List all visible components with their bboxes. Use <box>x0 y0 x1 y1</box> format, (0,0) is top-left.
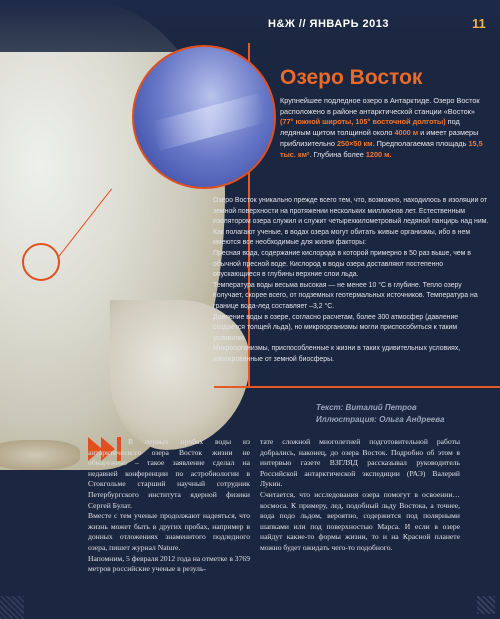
intro-highlight: (77° южной широты, 105° восточной долготы) <box>280 117 446 127</box>
body-paragraph: Вместе с тем ученые продолжают надеяться, что жизнь может быть в других пробах, например в донных отложениях знаменитого подледного озера, пишет журнал Nature. <box>88 511 250 552</box>
body-paragraph: тате сложной многолетней подготовительной работы добрались, наконец, до озера Восток. Подробно об этом в интервью газете ВЗГЛЯД рассказывал руководитель Российской антарктической экспедиции (РАЭ) Валерий Лукин. <box>260 437 460 489</box>
decorative-corner-left <box>0 596 24 619</box>
details-paragraph: Микроорганизмы, приспособленные к жизни в таких удивительных условиях, изолированные от земной биосферы. <box>213 345 461 363</box>
details-paragraph: Пресная вода, содержание кислорода в которой примерно в 50 раз выше, чем в обычной пресной воде. Кислород в воды озера доставляют постепенно опускающиеся в глубины верхние слои льда. <box>213 249 471 279</box>
intro-text: и имеет размеры приблизительно <box>280 128 479 148</box>
intro-text: под ледяным щитом толщиной около <box>280 117 460 138</box>
details-paragraph: Озеро Восток уникально прежде всего тем, что, возможно, находилось в изоляции от земной поверхности на протяжении нескольких миллионов лет. Естественным изолятором озера служил и служит четырехкилометровый ледяной панцирь над ним. Как полагают ученые, в водах озера могут обитать живые организмы, ибо в нем имеются все необходимые для жизни факторы: <box>213 197 489 247</box>
page-number: 11 <box>472 16 486 31</box>
accent-horizontal-line <box>214 386 500 388</box>
lake-location-marker <box>22 243 60 281</box>
body-paragraph: Напомним, 5 февраля 2012 года на отметке в 3769 метров российские ученые в резуль- <box>88 553 250 574</box>
intro-text: Предполагаемая площадь <box>374 138 469 148</box>
article-column-1 <box>88 437 250 575</box>
intro-text: . Глубина более <box>309 149 366 159</box>
header-bar <box>0 0 500 52</box>
intro-highlight: 15,5 тыс. км² <box>280 138 483 159</box>
article-intro <box>280 96 490 160</box>
text-credit-label: Текст: <box>316 403 344 412</box>
article-column-2 <box>260 437 460 554</box>
intro-highlight: 4000 м <box>394 128 419 138</box>
lead-paragraph: В первых пробах воды из антарктического озера Восток жизни не обнаружено – такое заявление сделал на недавней конференции по астробиологии в Стокгольме старший научный сотрудник Петербургского института ядерной физики Сергей Булат. <box>88 437 250 510</box>
details-paragraph: Температура воды весьма высокая — не менее 10 °С в глубине. Тепло озеру получает, скорее всего, от подземных геотермальных источников. Температура на границе вода-лед составляет –3,2 °С. <box>213 281 478 310</box>
intro-highlight: 250×50 км. <box>336 138 375 148</box>
details-paragraph: Давление воды в озере, согласно расчетам, более 300 атмосфер (давление создается толщей льда), но микроорганизмы могли приспособиться к таким условиям. <box>213 313 459 342</box>
body-paragraph: Считается, что исследования озера помогут в освоении… космоса. К примеру, лед, подобный льду Востока, а точнее, вода подо льдом, вероятно, содержится под полярными шапками или под поверхностью Марса. И если в озере найдут какие-то формы жизни, то и на Красной планете можно будет ожидать чего-то подобного. <box>260 489 460 552</box>
lake-satellite-image <box>132 45 276 189</box>
ice-shelf-image <box>0 440 80 470</box>
credits <box>316 402 496 426</box>
article-title: Озеро Восток <box>280 66 423 89</box>
intro-text: Крупнейшее подледное озеро в Антарктиде. Озеро Восток расположено в районе антарктической станции «Восток» <box>280 96 480 116</box>
magazine-issue-title: Н&Ж // ЯНВАРЬ 2013 <box>268 18 390 30</box>
lake-details <box>213 196 491 366</box>
decorative-corner-right <box>477 596 495 614</box>
text-credit-author: Виталий Петров <box>345 403 417 412</box>
illustration-credit-author: Ольга Андреева <box>379 415 445 424</box>
illustration-credit-label: Иллюстрация: <box>316 415 377 424</box>
intro-highlight: 1200 м. <box>365 149 392 159</box>
